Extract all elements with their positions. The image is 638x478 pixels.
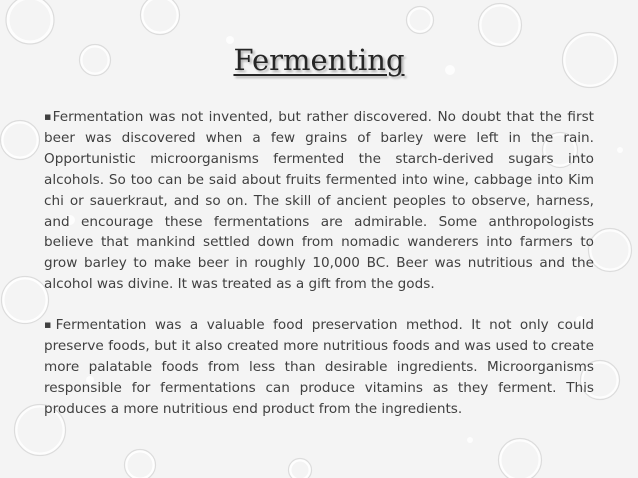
- bullet-square-icon: ▪: [44, 318, 56, 332]
- slide-title: Fermenting: [233, 43, 405, 77]
- paragraph-2-text: Fermentation was a valuable food preservation method. It not only could preserve foods, but it also created more nutritious foods and was used to create more palatable foods from less than desirable ingredients. Microorganisms responsible for fermentations can produce vitamins as they ferment. This produces a more nutritious end product from the ingredients.: [44, 317, 594, 417]
- bullet-square-icon: ▪: [44, 110, 53, 123]
- paragraph-2: [44, 315, 594, 420]
- paragraph-1-text: Fermentation was not invented, but rather discovered. No doubt that the first beer was discovered when a few grains of barley were left in the rain. Opportunistic microorganisms fermented the starch-derived sugars into alcohols. So too can be said about fruits fermented into wine, cabbage into Kim chi or sauerkraut, and so on. The skill of ancient peoples to observe, harness, and encourage these fermentations are admirable. Some anthropologists believe that mankind settled down from nomadic wanderers into farmers to grow barley to make beer in roughly 10,000 BC. Beer was nutritious and the alcohol was divine. It was treated as a gift from the gods.: [44, 109, 594, 293]
- paragraph-1: [44, 107, 594, 295]
- slide-body: [44, 107, 594, 440]
